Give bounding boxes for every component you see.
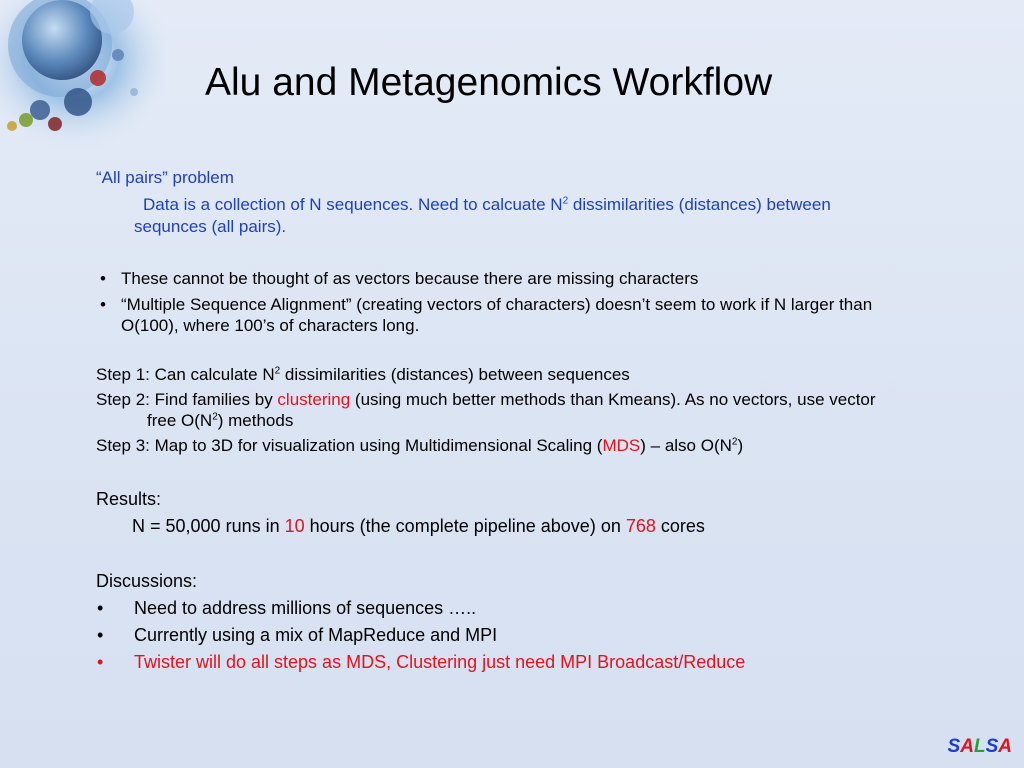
results-text-b: hours (the complete pipeline above) on (304, 516, 626, 536)
all-pairs-text-a: Data is a collection of N sequences. Need to calcuate N (143, 195, 563, 214)
cores-value: 768 (625, 516, 656, 536)
bullet-marker: • (97, 598, 104, 618)
step-1-text-b: dissimilarities (distances) between sequences (280, 365, 630, 384)
superscript: 2 (731, 436, 738, 448)
discussion-millions-sequences: Need to address millions of sequences ….. (134, 598, 477, 618)
slide-title: Alu and Metagenomics Workflow (205, 61, 773, 104)
results-heading: Results: (96, 489, 162, 509)
step-3-text-b: ) – also O(N (640, 436, 732, 455)
bullet-marker: • (100, 295, 106, 314)
step-2-text-d: ) methods (217, 411, 294, 430)
corner-globe-decoration (0, 0, 165, 150)
logo-letter: S (947, 736, 961, 757)
step-1-text-a: Step 1: Can calculate N (96, 365, 275, 384)
mds-highlight: MDS (602, 436, 641, 455)
logo-letter: L (973, 736, 986, 757)
bullet-marker: • (97, 625, 104, 645)
results-text-c: cores (655, 516, 705, 536)
bullet-msa-line2: O(100), where 100’s of characters long. (121, 316, 420, 335)
bullet-msa-line1: “Multiple Sequence Alignment” (creating vectors of characters) doesn’t seem to work if N larger than (121, 295, 873, 314)
superscript: 2 (212, 411, 218, 423)
superscript: 2 (562, 195, 569, 207)
all-pairs-heading: “All pairs” problem (96, 168, 234, 187)
step-2-text-c: free O(N (147, 411, 213, 430)
all-pairs-description (143, 194, 1003, 215)
step-2-line2 (147, 410, 1007, 431)
discussion-twister: Twister will do all steps as MDS, Clustering just need MPI Broadcast/Reduce (134, 652, 746, 672)
bullet-missing-characters: These cannot be thought of as vectors because there are missing characters (121, 269, 699, 288)
all-pairs-text-b: dissimilarities (distances) between (568, 195, 831, 214)
results-text-a: N = 50,000 runs in (132, 516, 285, 536)
bullet-marker: • (100, 269, 106, 288)
superscript: 2 (274, 365, 281, 377)
step-3 (96, 435, 1001, 456)
discussions-heading: Discussions: (96, 571, 198, 591)
logo-letter: S (985, 736, 999, 757)
bullet-marker: • (97, 652, 104, 672)
logo-letter: A (998, 736, 1012, 757)
step-3-text-c: ) (737, 436, 744, 455)
all-pairs-description-line2: sequnces (all pairs). (134, 217, 287, 236)
step-3-text-a: Step 3: Map to 3D for visualization using Multidimensional Scaling ( (96, 436, 603, 455)
hours-value: 10 (284, 516, 305, 536)
step-1 (96, 364, 1001, 385)
clustering-highlight: clustering (277, 390, 351, 409)
step-2-text-b: (using much better methods than Kmeans). As no vectors, use vector (350, 390, 876, 409)
step-2-text-a: Step 2: Find families by (96, 390, 278, 409)
logo-letter: A (960, 736, 974, 757)
salsa-logo (948, 736, 1012, 758)
step-2 (96, 389, 1001, 410)
results-line (132, 515, 1002, 537)
discussion-mapreduce-mpi: Currently using a mix of MapReduce and MPI (134, 625, 498, 645)
